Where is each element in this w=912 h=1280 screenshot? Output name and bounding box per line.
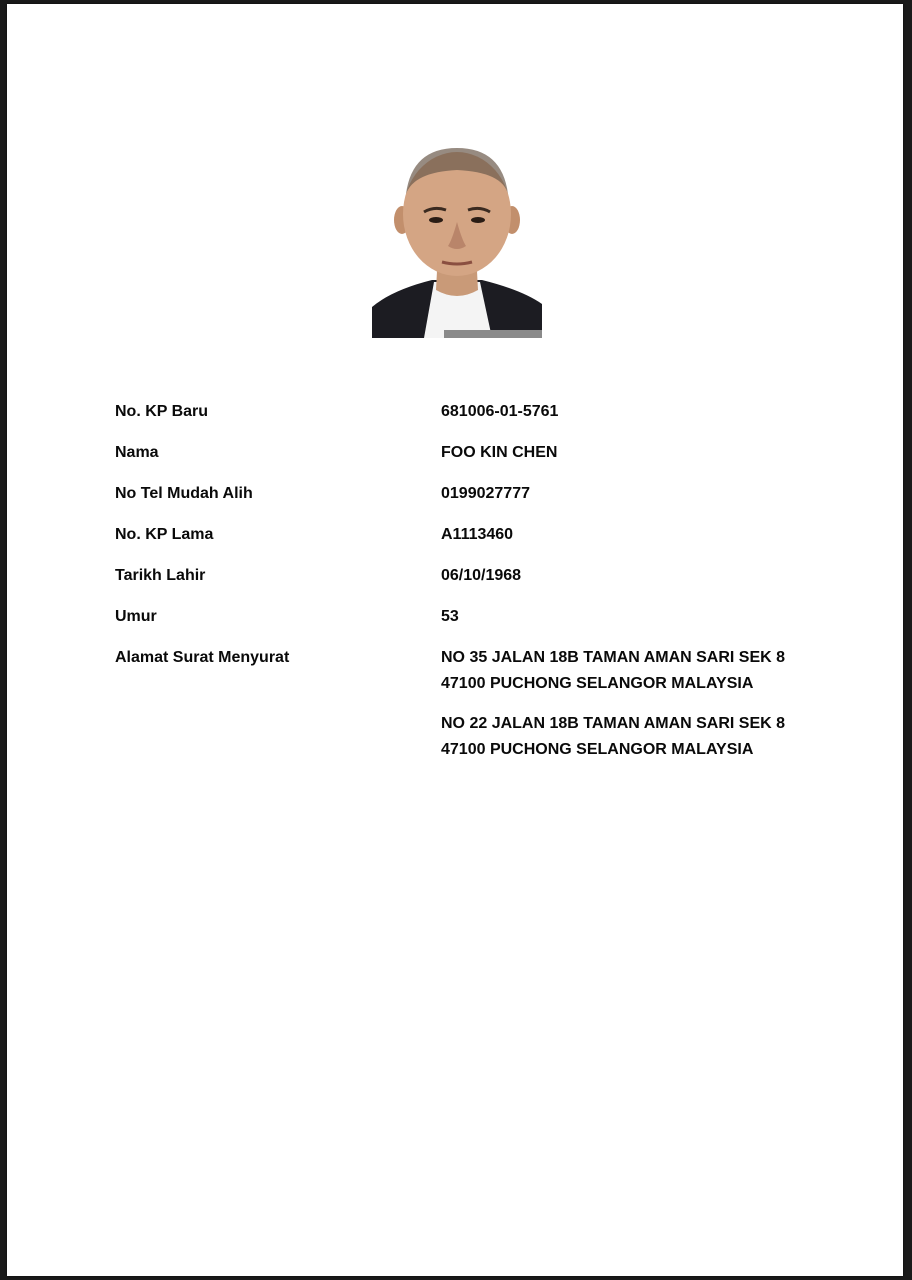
field-label: Umur bbox=[115, 608, 157, 625]
field-label: Alamat Surat Menyurat bbox=[115, 649, 290, 666]
field-value: 06/10/1968 bbox=[441, 567, 522, 584]
address-entry bbox=[441, 645, 785, 697]
field-row-nama bbox=[115, 440, 815, 466]
field-label: No Tel Mudah Alih bbox=[115, 485, 253, 502]
field-row-kp-lama bbox=[115, 522, 815, 548]
field-label: Tarikh Lahir bbox=[115, 567, 206, 584]
field-value: 681006-01-5761 bbox=[441, 403, 559, 420]
personal-info bbox=[115, 399, 815, 792]
address-line-1: NO 22 JALAN 18B TAMAN AMAN SARI SEK 8 bbox=[441, 715, 786, 732]
field-row-tel bbox=[115, 481, 815, 507]
field-label: No. KP Lama bbox=[115, 526, 214, 543]
address-line-1: NO 35 JALAN 18B TAMAN AMAN SARI SEK 8 bbox=[441, 649, 786, 666]
portrait-photo bbox=[372, 142, 542, 338]
field-value: FOO KIN CHEN bbox=[441, 444, 558, 461]
address-line-2: 47100 PUCHONG SELANGOR MALAYSIA bbox=[441, 741, 754, 758]
field-row-umur bbox=[115, 604, 815, 630]
field-value: 0199027777 bbox=[441, 485, 530, 502]
address-line-2: 47100 PUCHONG SELANGOR MALAYSIA bbox=[441, 675, 754, 692]
field-value: A1113460 bbox=[441, 526, 514, 543]
address-entry bbox=[441, 711, 785, 763]
document-page bbox=[7, 4, 903, 1276]
field-label: Nama bbox=[115, 444, 159, 461]
address-list bbox=[441, 645, 785, 777]
field-value: 53 bbox=[441, 608, 459, 625]
field-row-tarikh-lahir bbox=[115, 563, 815, 589]
field-label: No. KP Baru bbox=[115, 403, 209, 420]
field-row-kp-baru bbox=[115, 399, 815, 425]
field-row-alamat bbox=[115, 645, 815, 777]
